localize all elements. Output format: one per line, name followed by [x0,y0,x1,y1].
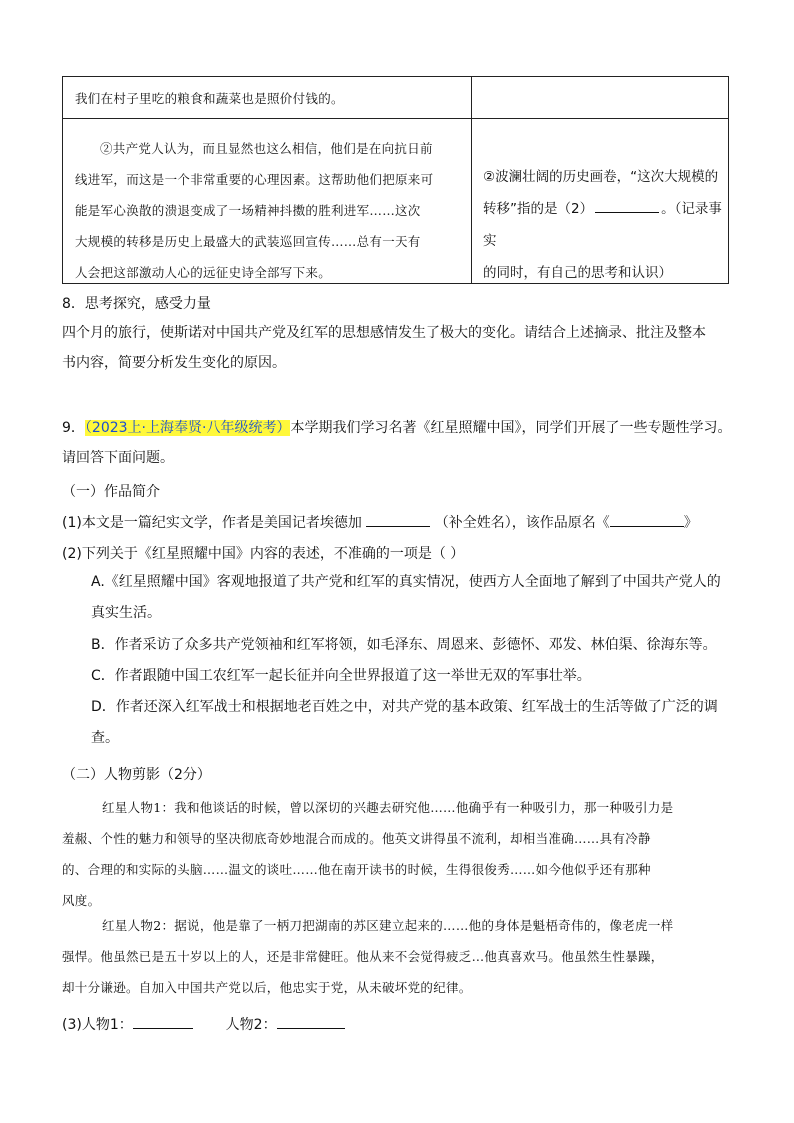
table-row1-left: 我们在村子里吃的粮食和蔬菜也是照价付钱的。 [75,91,344,106]
table-divider-horizontal [63,118,728,119]
question-2: (2)下列关于《红星照耀中国》内容的表述，不准确的一项是（ ） [62,546,465,562]
answer-blank[interactable] [277,1015,345,1029]
person2-passage: 红星人物2：据说，他是靠了一柄刀把湖南的苏区建立起来的……他的身体是魁梧奇伟的，像老虎一样 强悍。他虽然已是五十岁以上的人，还是非常健旺。他从来不会觉得疲乏…他真喜欢马。他虽然生性暴躁， 却十分谦逊。自加入中国共产党以后，他忠实于党，从未破坏党的纪律。 [62,918,674,995]
annotation-line: ②波澜壮阔的历史画卷，“这次大规模的 [483,169,719,185]
excerpt-table [62,76,729,284]
excerpt-line: ②共产党人认为，而且显然也这么相信，他们是在向抗日前 [100,141,433,156]
answer-blank[interactable] [366,513,430,527]
question-1: (1)本文是一篇纪实文学，作者是美国记者埃德加 （补全姓名），该作品原名《 》 [62,515,698,531]
section-title-2: （二）人物剪影（2分） [62,767,211,783]
section-title-1: （一）作品简介 [62,484,160,500]
excerpt-line: 能是军心涣散的溃退变成了一场精神抖擞的胜利进军……这次 [75,203,421,218]
table-divider-vertical [471,77,472,283]
answer-blank[interactable] [595,200,659,213]
answer-blank[interactable] [133,1015,193,1029]
option-a: A.《红星照耀中国》客观地报道了共产党和红军的真实情况，使西方人全面地了解到了中国共产党人的 真实生活。 [91,574,721,621]
question-3: (3)人物1： 人物2： [62,1014,345,1034]
q8-body: 四个月的旅行，使斯诺对中国共产党及红军的思想感情发生了极大的变化。请结合上述摘录、批注及整本 书内容，简要分析发生变化的原因。 [62,325,706,371]
excerpt-line: 人会把这部激动人心的远征史诗全部写下来。 [75,265,332,280]
table-row2-right [483,161,723,289]
person1-passage: 红星人物1：我和他谈话的时候，曾以深切的兴趣去研究他……他确乎有一种吸引力，那一种吸引力是 羞赧、个性的魅力和领导的坚决彻底奇妙地混合而成的。他英文讲得虽不流利，却相当准确……具有冷静 的、合理的和实际的头脑……温文的谈吐……他在南开读书的时候，生得很俊秀……如今他似乎还有那种 风度。 [62,800,674,908]
q8-title: 8．思考探究，感受力量 [62,296,211,312]
option-d: D．作者还深入红军战士和根据地老百姓之中，对共产党的基本政策、红军战士的生活等做了广泛的调 查。 [91,699,718,746]
option-b: B．作者采访了众多共产党领袖和红军将领，如毛泽东、周恩来、彭德怀、邓发、林伯渠、徐海东等。 [91,637,717,653]
option-c: C．作者跟随中国工农红军一起长征并向全世界报道了这一举世无双的军事壮举。 [91,668,591,684]
annotation-line: 转移”指的是（2） 。（记录事实 [483,201,722,249]
annotation-line: 的同时，有自己的思考和认识） [483,265,672,281]
table-row2-left [75,133,461,288]
q9-intro: 9．（2023上·上海奉贤·八年级统考）本学期我们学习名著《红星照耀中国》，同学们开展了一些专题性学习。 请回答下面问题。 [62,420,732,466]
excerpt-line: 大规模的转移是历史上最盛大的武装巡回宣传……总有一天有 [75,234,421,249]
answer-blank[interactable] [610,513,684,527]
source-tag[interactable]: （2023上·上海奉贤·八年级统考） [84,420,291,436]
excerpt-line: 线进军，而这是一个非常重要的心理因素。这帮助他们把原来可 [75,172,434,187]
